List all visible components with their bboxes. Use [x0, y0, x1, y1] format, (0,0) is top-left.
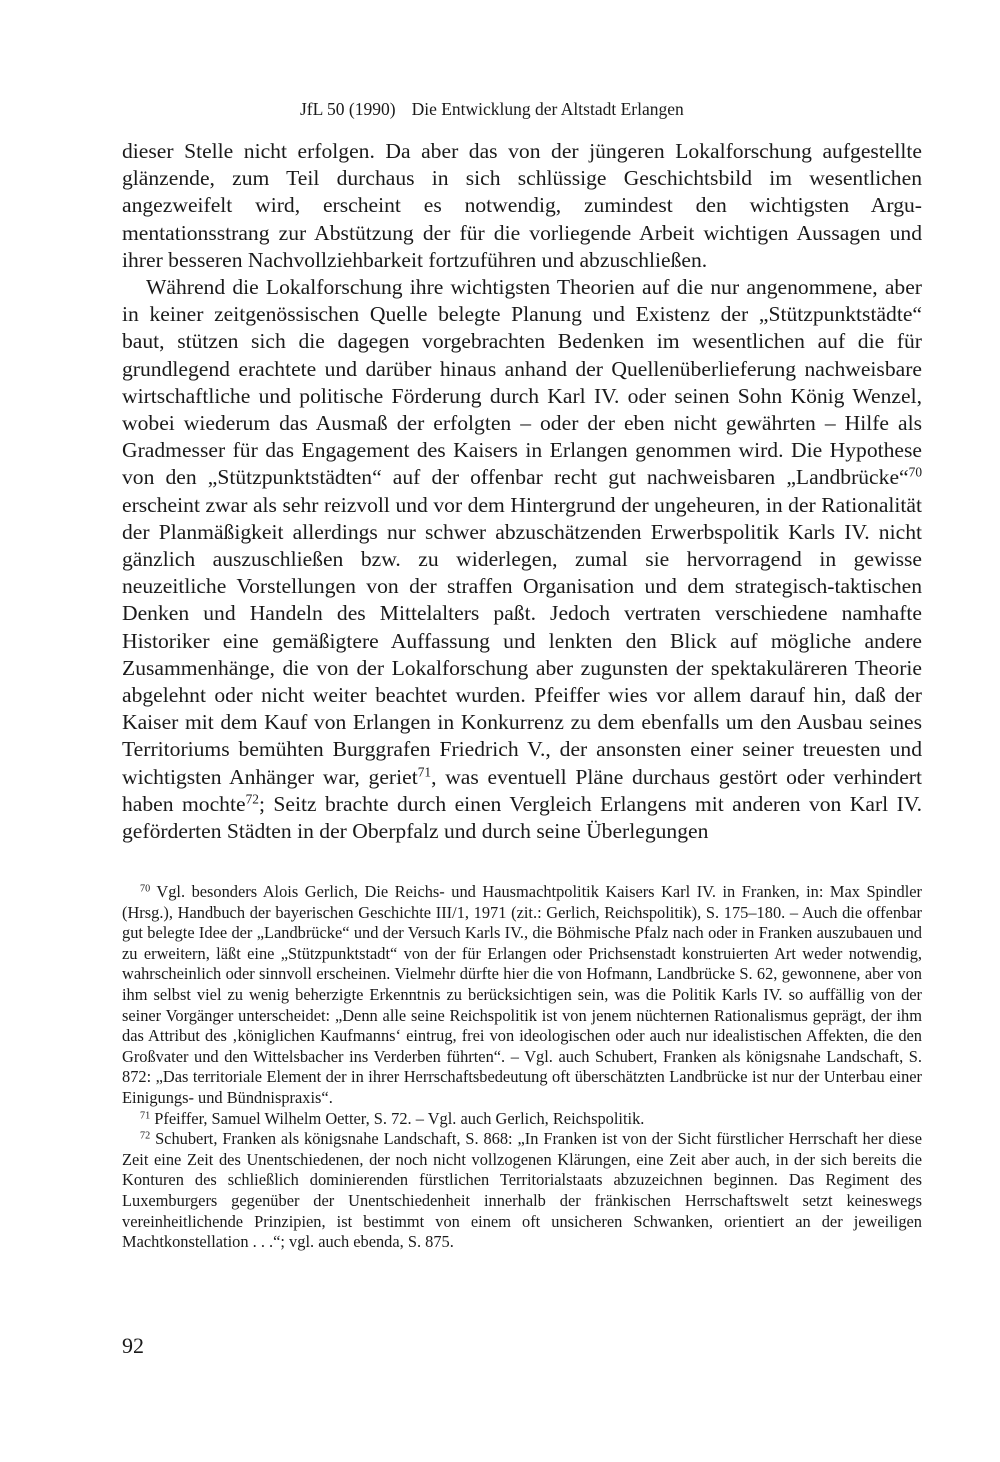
footnote-text: Schubert, Franken als königsnahe Landschaft, S. 868: „In Franken ist von der Sicht fürstlicher Herrschaft her diese Zeit eine Zeit des Unentschiedenen, der noch nicht vollzogenen Klärungen, eine Zeit aber auch, in der sich bereits die Konturen des schließlich dominierenden fürstlichen Territorialstaats abzuzeichnen beginnen. Das Regiment des Luxemburgers gegenüber der Unentschiedenheit innerhalb der fränkischen Herrschaftswelt setzt keineswegs vereinheitlichende Prinzipien, ist bestimmt von einem oft unsicheren Schwanken, orientiert an der jeweiligen Machtkonstellation . . .“; vgl. auch ebenda, S. 875.	[122, 1129, 923, 1252]
footnote-72	[122, 1129, 922, 1253]
paragraph-2-text-b: erscheint zwar als sehr reizvoll und vor dem Hintergrund der ungeheuren, in der Rationalität der Planmäßigkeit allerdings nur schwer abzuschätzenden Erwerbspolitik Karls IV. nicht gänzlich auszuschließen bzw. zu widerlegen, zumal sie hervorragend in gewisse neuzeitliche Vorstellungen von der straffen Organisation und dem strategisch-taktischen Denken und Handeln des Mittelalters paßt. Jedoch vertraten verschiedene namhafte Historiker eine gemäßigtere Auffassung und lenkten den Blick auf mögliche andere Zusammenhänge, die von der Lokalforschung aber zugunsten der spektakuläreren Theorie abgelehnt oder nicht weiter beachtet wurden. Pfeiffer wies vor allem darauf hin, daß der Kaiser mit dem Kauf von Erlangen in Konkurrenz zu dem ebenfalls um den Ausbau seines Territoriums bemühten Burggrafen Friedrich V., der ansonsten einer seiner treuesten und wichtigsten Anhänger war, geriet	[122, 492, 922, 789]
paragraph-2-text-a: Während die Lokalforschung ihre wichtigsten Theorien auf die nur angenommene, aber in keiner zeitgenössischen Quelle belegte Planung und Existenz der „Stützpunktstädte“ baut, stützen sich die dagegen vorgebrachten Bedenken im wesentlichen auf die für grundlegend erachtete und darüber hinaus anhand der Quellenüberlieferung nachweisbare wirtschaftliche und politische Förderung durch Karl IV. oder seinen Sohn König Wenzel, wobei wiederum das Ausmaß der erfolgten – oder der eben nicht gewährten – Hilfe als Gradmesser für das Engagement des Kaisers in Erlangen genommen wird. Die Hypothese von den „Stützpunktstädten“ auf der offenbar recht gut nachweisbaren „Landbrücke“	[122, 275, 922, 490]
paragraph-2	[122, 274, 922, 845]
footnote-ref-70[interactable]: 70	[908, 465, 922, 481]
footnote-number: 72	[140, 1130, 151, 1142]
footnote-ref-71[interactable]: 71	[417, 764, 432, 780]
main-text	[122, 138, 922, 845]
running-title: Die Entwicklung der Altstadt Erlangen	[411, 99, 684, 119]
paragraph-2-text-d: ; Seitz brachte durch einen Vergleich Erlangens mit anderen von Karl IV. geförderten Städten in der Oberpfalz und durch seine Überlegungen	[122, 791, 922, 844]
footnote-number: 71	[140, 1109, 151, 1121]
footnote-ref-72[interactable]: 72	[245, 791, 259, 807]
page-number: 92	[122, 1333, 144, 1358]
footnotes	[122, 882, 922, 1253]
running-head	[300, 98, 820, 120]
footnote-71	[122, 1109, 922, 1130]
paragraph-1: dieser Stelle nicht erfolgen. Da aber das von der jüngeren Lokalforschung aufgestellte glänzende, zum Teil durchaus in sich schlüssige Geschichtsbild im wesentlichen angezweifelt wird, erscheint es notwendig, zumindest den wichtigsten Argumentationsstrang zur Abstützung der für die vorliegende Arbeit wichtigen Aussagen und ihrer besseren Nachvollziehbarkeit fortzuführen und abzuschließen.	[122, 139, 922, 272]
footnote-number: 70	[140, 883, 151, 895]
journal-reference: JfL 50 (1990)	[300, 99, 396, 119]
footnote-text: Vgl. besonders Alois Gerlich, Die Reichs- und Hausmachtpolitik Kaisers Karl IV. in Franken, in: Max Spindler (Hrsg.), Handbuch der bayerischen Geschichte III/1, 1971 (zit.: Gerlich, Reichspolitik), S. 175–180. – Auch die offenbar gut belegte Idee der „Landbrücke“ und der Versuch Karls IV., die Böhmische Pfalz nach oder in Franken auszubauen und zu erweitern, läßt eine „Stützpunktstadt“ von der für Erlangen oder Prichsenstadt konstruierten Art weder notwendig, wahrscheinlich oder sinnvoll erscheinen. Vielmehr dürfte hier die von Hofmann, Landbrücke S. 62, gewonnene, aber von ihm selbst viel zu wenig beherzigte Erkenntnis zu berücksichtigen sein, was die Politik Karls IV. so auffällig von der seiner Vorgänger unterscheidet: „Denn alle seine Reichspolitik ist von jenem nüchternen Rationalismus geprägt, der ihm das Attribut des ‚königlichen Kaufmanns‘ eintrug, frei von ideologischen oder auch nur idealistischen Affekten, die den Großvater und den Wittelsbacher ins Verderben führten“. – Vgl. auch Schubert, Franken als königsnahe Landschaft, S. 872: „Das territoriale Element der in ihrer Herrschaftsbedeutung oft überschätzten Landbrücke ist nur der Unterbau einer Einigungs- und Bündnispraxis“.	[122, 882, 922, 1107]
footnote-text: Pfeiffer, Samuel Wilhelm Oetter, S. 72. – Vgl. auch Gerlich, Reichspolitik.	[154, 1108, 645, 1128]
paragraph-2-text-c: , was eventuell Pläne durchaus gestört oder verhindert haben mochte	[122, 764, 922, 816]
footnote-70	[122, 882, 922, 1109]
